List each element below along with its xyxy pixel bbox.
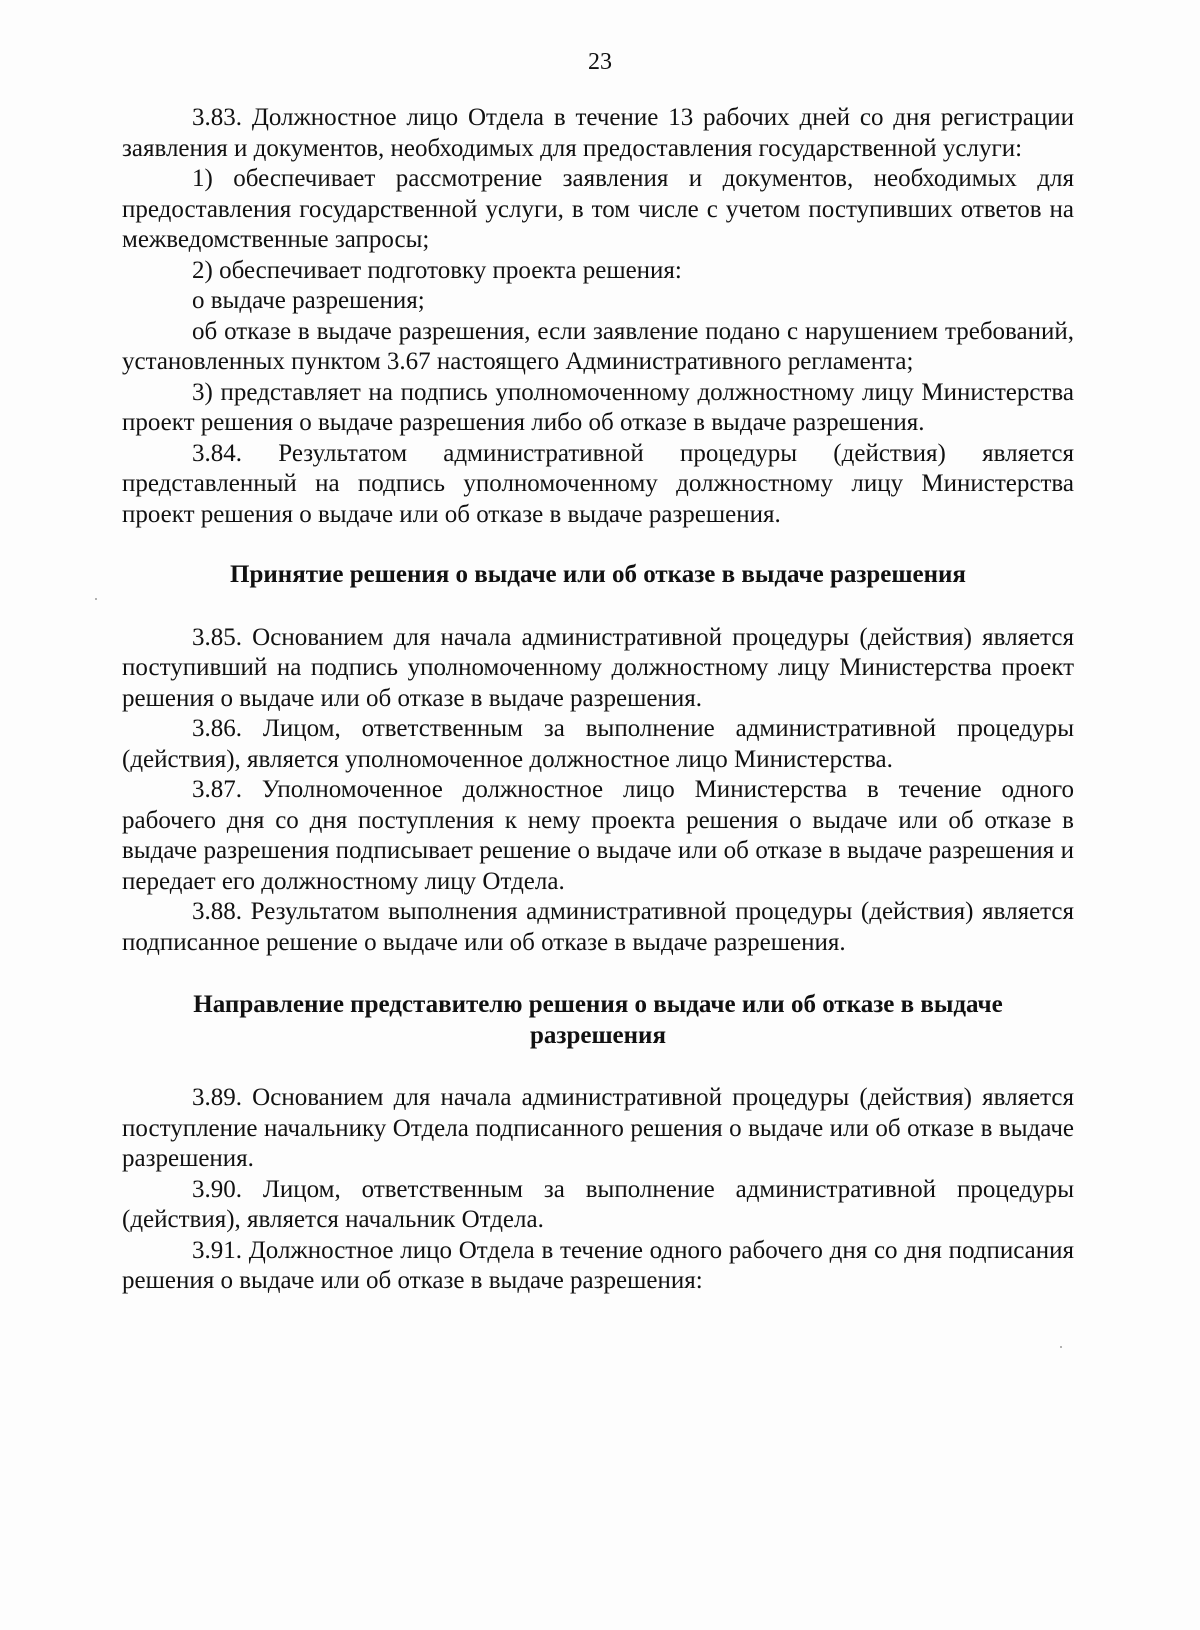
paragraph-item-1: 1) обеспечивает рассмотрение заявления и документов, необходимых для предоставления государственной услуги, в том числе с учетом поступивших ответов на межведомственные запросы; [122,165,1074,253]
paragraph-3-84: 3.84. Результатом административной процедуры (действия) является представленный на подпись уполномоченному должностному лицу Министерства проект решения о выдаче или об отказе в выдаче разрешения. [122,439,1074,528]
document-body [122,103,1074,1297]
paragraph-3-86: 3.86. Лицом, ответственным за выполнение административной процедуры (действия), является уполномоченное должностное лицо Министерства. [122,715,1074,773]
paragraph-item-2: 2) обеспечивает подготовку проекта решения: [192,256,682,284]
paragraph-3-89: 3.89. Основанием для начала административной процедуры (действия) является поступление начальнику Отдела подписанного решения о выдаче или об отказе в выдаче разрешения. [122,1084,1074,1172]
paragraph-3-87: 3.87. Уполномоченное должностное лицо Министерства в течение одного рабочего дня со дня поступления к нему проекта решения о выдаче или об отказе в выдаче разрешения подписывает решение о выдаче или об отказе в выдаче разрешения и передает его должностному лицу Отдела. [122,776,1074,895]
paragraph-3-85: 3.85. Основанием для начала административной процедуры (действия) является поступивший на подпись уполномоченному должностному лицу Министерства проект решения о выдаче или об отказе в выдаче разрешения. [122,623,1074,712]
section-heading-decision: Принятие решения о выдаче или об отказе в выдаче разрешения [230,561,966,588]
paragraph-3-83: 3.83. Должностное лицо Отдела в течение 13 рабочих дней со дня регистрации заявления и документов, необходимых для предоставления государственной услуги: [122,104,1074,162]
paragraph-3-88: 3.88. Результатом выполнения административной процедуры (действия) является подписанное решение о выдаче или об отказе в выдаче разрешения. [122,898,1074,956]
page-number: 23 [588,49,612,75]
paragraph-decision-grant: о выдаче разрешения; [192,287,425,314]
paragraph-decision-refusal: об отказе в выдаче разрешения, если заявление подано с нарушением требований, установленных пунктом 3.67 настоящего Административного регламента; [122,317,1074,375]
scan-speck [95,598,97,600]
paragraph-item-3: 3) представляет на подпись уполномоченному должностному лицу Министерства проект решения о выдаче разрешения либо об отказе в выдаче разрешения. [122,378,1074,436]
paragraph-3-91: 3.91. Должностное лицо Отдела в течение одного рабочего дня со дня подписания решения о выдаче или об отказе в выдаче разрешения: [122,1236,1074,1294]
section-heading-delivery: Направление представителю решения о выдаче или об отказе в выдаче разрешения [193,991,1003,1049]
paragraph-3-90: 3.90. Лицом, ответственным за выполнение административной процедуры (действия), является начальник Отдела. [122,1175,1074,1233]
scan-speck [1060,1346,1062,1348]
